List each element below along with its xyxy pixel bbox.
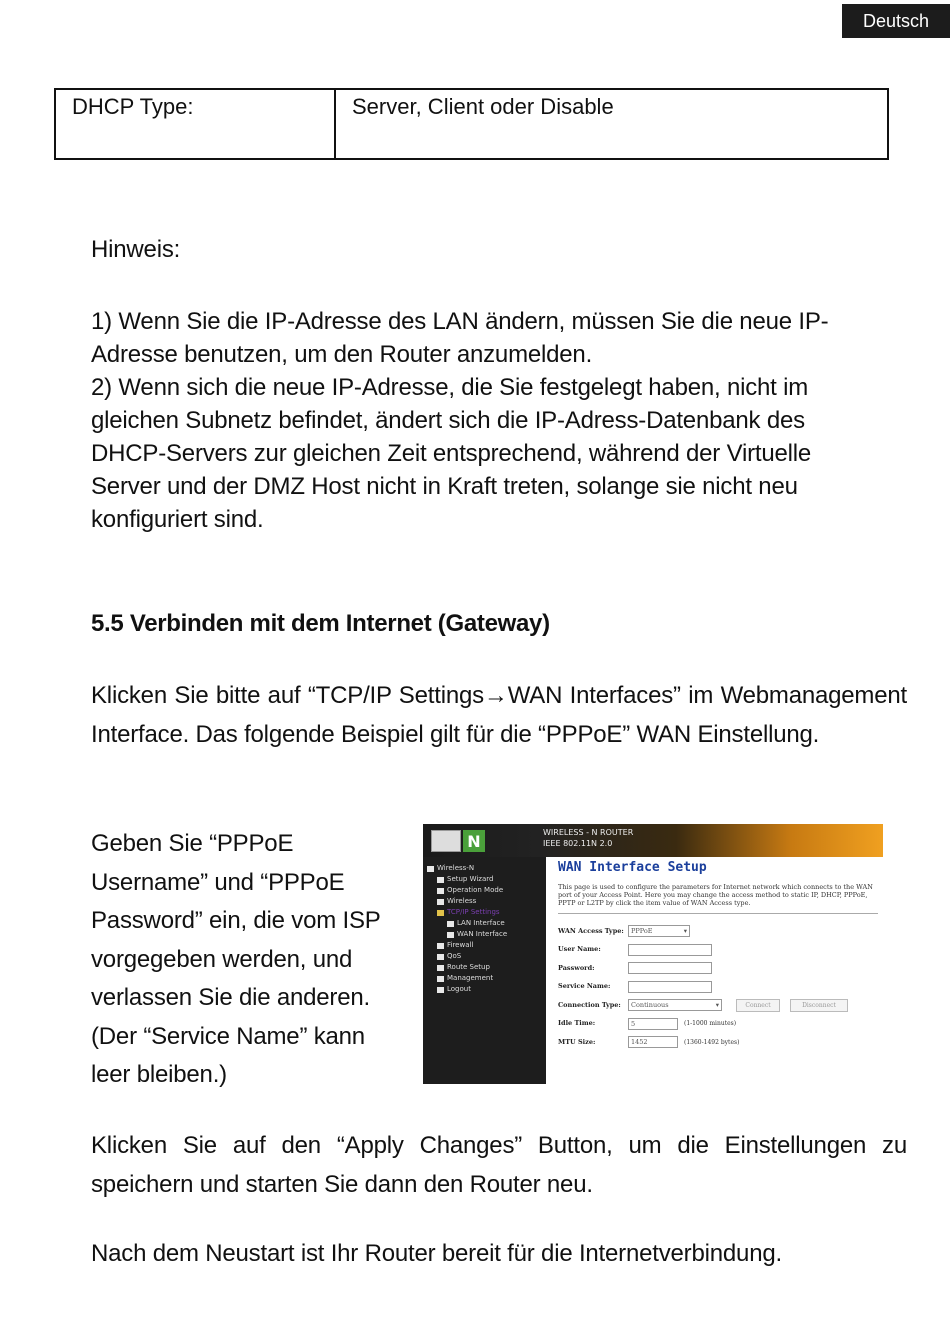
- section-heading: 5.5 Verbinden mit dem Internet (Gateway): [91, 610, 550, 637]
- folder-icon: [437, 943, 444, 949]
- instruction-paragraph: Geben Sie “PPPoE Username” und “PPPoE Password” ein, die vom ISP vorgegeben werden, und verlassen Sie die anderen. (Der “Service Name” kann leer bleiben.): [91, 830, 381, 1088]
- mtu-size-input[interactable]: 1452: [628, 1036, 678, 1048]
- note-paragraph-2: 2) Wenn sich die neue IP-Adresse, die Sie festgelegt haben, nicht im gleichen Subnetz befindet, ändert sich die IP-Adress-Datenbank des DHCP-Servers zur gleichen Zeit entsprechend, während der Virtuelle Server und der DMZ Host nicht in Kraft treten, solange sie nicht neu konfiguriert sind.: [91, 374, 812, 533]
- form-row-access-type: [558, 922, 878, 941]
- final-paragraph: Nach dem Neustart ist Ihr Router bereit für die Internetverbindung.: [91, 1240, 782, 1267]
- connect-button[interactable]: Connect: [736, 999, 780, 1012]
- chevron-down-icon: ▾: [715, 1001, 719, 1010]
- access-type-select[interactable]: PPPoE ▾: [628, 925, 690, 937]
- nav-item-lan-interface[interactable]: LAN Interface: [427, 918, 546, 929]
- folder-icon: [437, 954, 444, 960]
- router-header: [423, 824, 883, 857]
- router-page-description: This page is used to configure the parameters for Internet network which connects to the WAN port of your Access Point. Here you may change the access method to static IP, DHCP, PPPoE, PPTP or L2TP by click the item value of WAN Access type.: [558, 883, 873, 907]
- nav-item-wan-interface[interactable]: WAN Interface: [427, 929, 546, 940]
- router-page-title: WAN Interface Setup: [558, 860, 707, 875]
- user-name-input[interactable]: [628, 944, 712, 956]
- connection-type-select[interactable]: Continuous ▾: [628, 999, 722, 1011]
- disconnect-button[interactable]: Disconnect: [790, 999, 848, 1012]
- nav-item-wireless[interactable]: Wireless: [427, 896, 546, 907]
- wan-form: [558, 922, 878, 1052]
- router-main: [558, 860, 878, 1052]
- tree-icon: [427, 866, 434, 872]
- router-logo-letter: N: [463, 830, 485, 852]
- access-type-label: WAN Access Type:: [558, 926, 624, 935]
- idle-time-label: Idle Time:: [558, 1019, 596, 1028]
- nav-item-logout[interactable]: Logout: [427, 984, 546, 995]
- divider: [558, 913, 878, 914]
- chevron-down-icon: ▾: [683, 927, 687, 936]
- nav-item-root[interactable]: Wireless-N: [427, 863, 546, 874]
- page-icon: [437, 877, 444, 883]
- router-screenshot: [423, 824, 883, 1084]
- folder-icon: [437, 899, 444, 905]
- nav-item-firewall[interactable]: Firewall: [427, 940, 546, 951]
- page-icon: [447, 932, 454, 938]
- router-logo: [431, 830, 487, 852]
- form-row-service-name: [558, 978, 878, 997]
- folder-icon: [437, 976, 444, 982]
- language-tab: Deutsch: [842, 4, 950, 38]
- router-brand-line2: IEEE 802.11N 2.0: [543, 839, 613, 848]
- nav-item-setup-wizard[interactable]: Setup Wizard: [427, 874, 546, 885]
- page-icon: [437, 987, 444, 993]
- dhcp-type-table: [54, 88, 889, 160]
- router-brand-line1: WIRELESS - N ROUTER: [543, 828, 634, 837]
- nav-item-management[interactable]: Management: [427, 973, 546, 984]
- service-name-label: Service Name:: [558, 982, 611, 991]
- nav-item-route-setup[interactable]: Route Setup: [427, 962, 546, 973]
- mtu-size-label: MTU Size:: [558, 1037, 596, 1046]
- nav-item-qos[interactable]: QoS: [427, 951, 546, 962]
- router-brand: [543, 827, 633, 849]
- intro-paragraph: Klicken Sie bitte auf “TCP/IP Settings→WAN Interfaces” im Webmanagement Interface. Das folgende Beispiel gilt für die “PPPoE” WAN Einstellung.: [91, 682, 907, 748]
- form-row-connection-type: [558, 996, 878, 1015]
- note-paragraph-1: 1) Wenn Sie die IP-Adresse des LAN ändern, müssen Sie die neue IP-Adresse benutzen, um den Router anzumelden.: [91, 308, 829, 368]
- idle-time-hint: (1-1000 minutes): [684, 1020, 737, 1028]
- folder-open-icon: [437, 910, 444, 916]
- router-sidebar: [423, 857, 546, 1084]
- user-name-label: User Name:: [558, 945, 601, 954]
- form-row-user-name: [558, 941, 878, 960]
- form-row-mtu-size: [558, 1033, 878, 1052]
- form-row-idle-time: [558, 1015, 878, 1034]
- nav-item-operation-mode[interactable]: Operation Mode: [427, 885, 546, 896]
- password-input[interactable]: [628, 962, 712, 974]
- apply-paragraph: Klicken Sie auf den “Apply Changes” Button, um die Einstellungen zu speichern und starten Sie dann den Router neu.: [91, 1132, 907, 1198]
- nav-item-tcpip-settings[interactable]: TCP/IP Settings: [427, 907, 546, 918]
- folder-icon: [437, 888, 444, 894]
- password-label: Password:: [558, 963, 595, 972]
- mtu-size-hint: (1360-1492 bytes): [684, 1038, 740, 1046]
- connection-type-label: Connection Type:: [558, 1000, 621, 1009]
- antenna-icon: [431, 830, 461, 852]
- page-icon: [447, 921, 454, 927]
- service-name-input[interactable]: [628, 981, 712, 993]
- dhcp-type-value: Server, Client oder Disable: [352, 94, 614, 119]
- dhcp-type-label: DHCP Type:: [56, 90, 336, 158]
- idle-time-input[interactable]: 5: [628, 1018, 678, 1030]
- form-row-password: [558, 959, 878, 978]
- note-title: Hinweis:: [91, 236, 181, 263]
- folder-icon: [437, 965, 444, 971]
